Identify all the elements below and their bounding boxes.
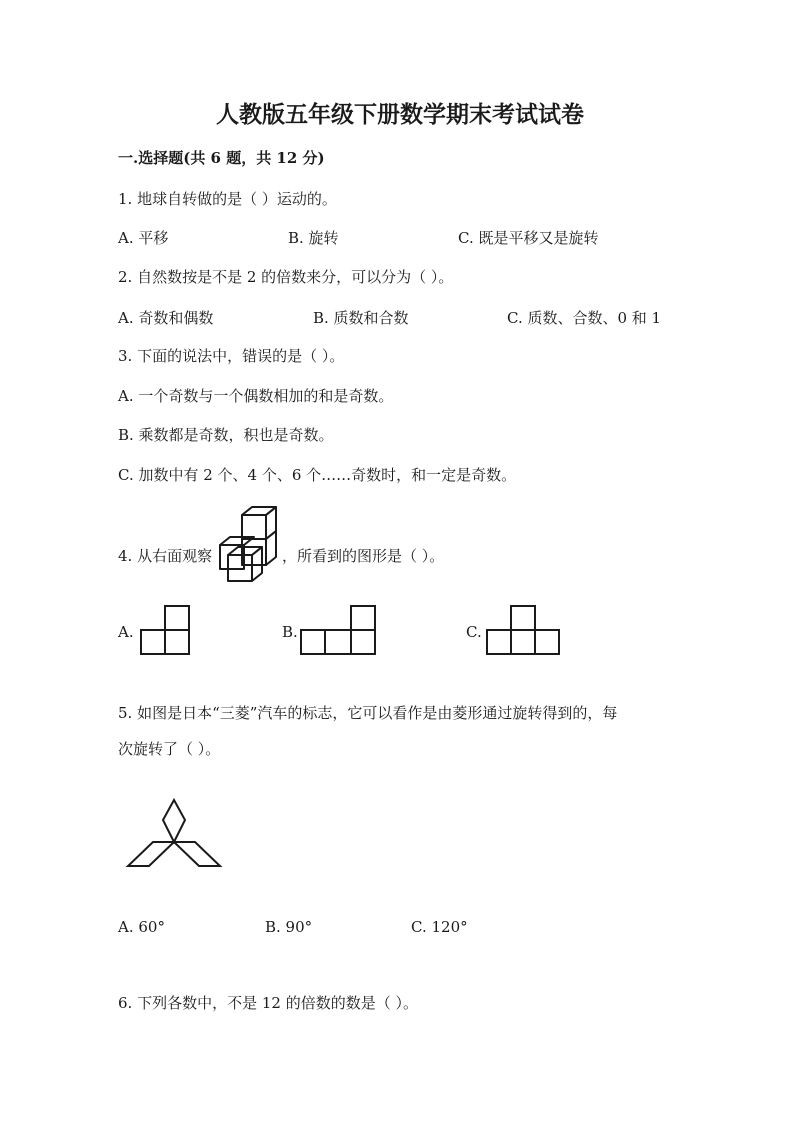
cube-stack-figure — [218, 505, 280, 583]
question-2-option-c: C. 质数、合数、0 和 1 — [507, 309, 662, 327]
question-1-stem: 1. 地球自转做的是（ ）运动的。 — [118, 190, 337, 208]
question-3-option-a: A. 一个奇数与一个偶数相加的和是奇数。 — [118, 387, 394, 405]
question-2-option-b: B. 质数和合数 — [313, 309, 409, 327]
question-4-option-c: C. — [466, 623, 482, 641]
question-5-stem-line2: 次旋转了（ ）。 — [118, 740, 221, 758]
section-heading: 一.选择题(共 6 题，共 12 分) — [118, 149, 325, 167]
question-3-stem: 3. 下面的说法中，错误的是（ ）。 — [118, 347, 345, 365]
mitsubishi-logo-figure — [124, 796, 228, 870]
question-5-option-c: C. 120° — [411, 918, 468, 936]
question-4-option-b: B. — [282, 623, 298, 641]
option-a-shape-figure — [139, 604, 193, 658]
question-5-option-b: B. 90° — [265, 918, 313, 936]
question-1-option-c: C. 既是平移又是旋转 — [458, 229, 599, 247]
question-4-stem-prefix: 4. 从右面观察 — [118, 547, 213, 565]
question-4-stem-suffix: ，所看到的图形是（ ）。 — [282, 547, 445, 565]
page-title: 人教版五年级下册数学期末考试试卷 — [216, 101, 584, 128]
question-5-stem-line1: 5. 如图是日本“三菱”汽车的标志，它可以看作是由菱形通过旋转得到的，每 — [118, 704, 618, 722]
option-b-shape-figure — [299, 604, 379, 658]
question-6-stem: 6. 下列各数中，不是 12 的倍数的数是（ ）。 — [118, 994, 418, 1012]
question-1-option-b: B. 旋转 — [288, 229, 339, 247]
question-3-option-b: B. 乘数都是奇数，积也是奇数。 — [118, 426, 334, 444]
question-2-stem: 2. 自然数按是不是 2 的倍数来分，可以分为（ ）。 — [118, 268, 454, 286]
question-2-option-a: A. 奇数和偶数 — [118, 309, 214, 327]
option-c-shape-figure — [485, 604, 565, 658]
question-4-option-a: A. — [118, 623, 134, 641]
question-1-option-a: A. 平移 — [118, 229, 169, 247]
question-3-option-c: C. 加数中有 2 个、4 个、6 个……奇数时，和一定是奇数。 — [118, 466, 517, 484]
question-5-option-a: A. 60° — [118, 918, 165, 936]
